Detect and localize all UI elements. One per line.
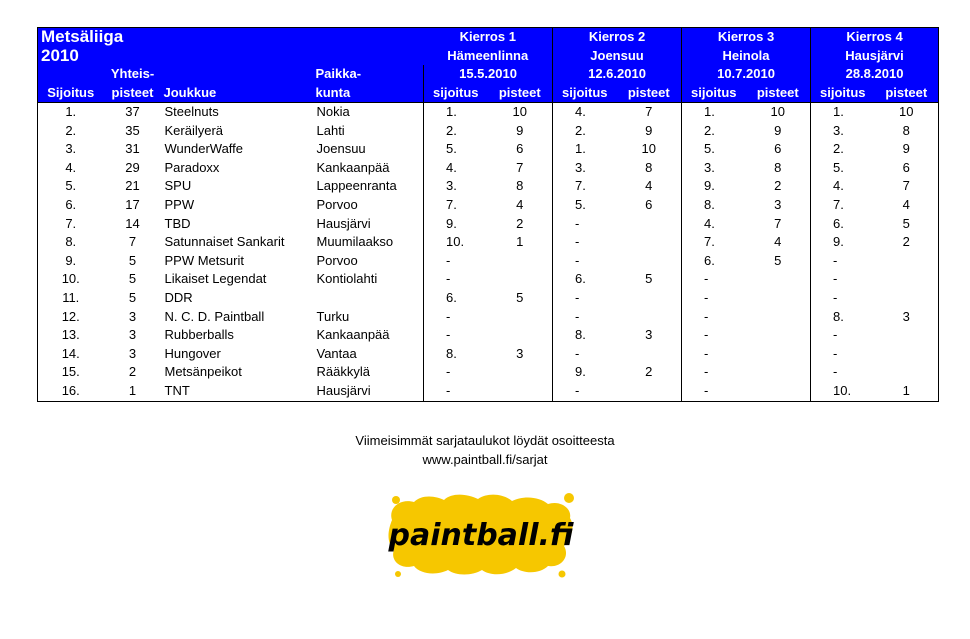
total-points-cell: 14 xyxy=(125,215,140,231)
header-row-locations xyxy=(38,47,939,66)
round-3-place-cell: - xyxy=(704,382,709,398)
team-cell: Paradoxx xyxy=(164,159,220,175)
table-row xyxy=(38,326,939,345)
round-3-place-cell: 2. xyxy=(704,122,715,138)
round-3-points-cell: 4 xyxy=(746,233,811,252)
round-1-place-cell: 9. xyxy=(446,215,457,231)
round-3-points-header: pisteet xyxy=(746,84,811,103)
round-2-name: Kierros 2 xyxy=(553,28,682,47)
place-cell: 1. xyxy=(65,104,77,119)
round-1-points-cell xyxy=(488,308,553,327)
round-3-place-cell: - xyxy=(704,271,709,287)
standings-table xyxy=(37,27,939,402)
table-row xyxy=(38,233,939,252)
round-1-points-cell: 7 xyxy=(488,159,553,178)
round-1-points-cell xyxy=(488,382,553,401)
round-1-place-cell: - xyxy=(446,364,451,380)
table-row xyxy=(38,215,939,234)
round-2-place-cell: 5. xyxy=(575,196,586,212)
round-4-points-cell xyxy=(875,363,939,382)
round-3-place-cell: - xyxy=(704,327,709,343)
place-cell: 10. xyxy=(61,271,80,287)
round-3-place-cell: 6. xyxy=(704,252,715,268)
place-cell: 13. xyxy=(61,327,80,343)
paint-drop-3 xyxy=(395,571,401,577)
table-row xyxy=(38,382,939,401)
round-1-points-cell: 2 xyxy=(488,215,553,234)
team-cell: Keräilyerä xyxy=(164,122,224,138)
round-4-points-cell: 6 xyxy=(902,159,910,175)
total-points-cell: 3 xyxy=(128,327,137,343)
table-row xyxy=(38,177,939,196)
round-2-place-cell: - xyxy=(575,234,580,250)
round-4-place-cell: 9. xyxy=(833,234,844,250)
round-3-points-cell xyxy=(746,345,811,364)
round-2-points-cell: 7 xyxy=(617,103,682,122)
round-4-place-cell: 1. xyxy=(833,104,844,119)
place-cell: 12. xyxy=(61,308,80,324)
city-cell: Rääkkylä xyxy=(314,363,424,382)
round-4-place-cell: 5. xyxy=(833,159,844,175)
round-3-place-cell: 9. xyxy=(704,178,715,194)
round-4-place-cell: 10. xyxy=(833,382,852,398)
round-1-points-cell: 8 xyxy=(488,177,553,196)
round-4-place-cell: 7. xyxy=(833,196,844,212)
round-3-points-cell: 7 xyxy=(746,215,811,234)
round-2-points-cell xyxy=(617,345,682,364)
round-1-date: 15.5.2010 xyxy=(424,65,553,84)
round-2-points-cell: 5 xyxy=(617,270,682,289)
round-1-points-cell xyxy=(488,252,553,271)
round-3-place-cell: 8. xyxy=(704,196,715,212)
header-row-columns xyxy=(38,84,939,103)
league-year: 2010 xyxy=(41,46,79,65)
round-2-points-cell xyxy=(617,289,682,308)
round-2-points-cell xyxy=(617,215,682,234)
round-1-points-cell: 6 xyxy=(488,140,553,159)
round-2-place-cell: - xyxy=(575,382,580,398)
place-cell: 3. xyxy=(65,141,77,157)
round-4-place-cell: - xyxy=(833,327,838,343)
logo-text: paintball.fi xyxy=(388,518,574,553)
round-3-place-cell: - xyxy=(704,364,709,380)
round-2-points-header: pisteet xyxy=(617,84,682,103)
round-1-place-cell: - xyxy=(446,271,451,287)
city-cell xyxy=(314,289,424,308)
city-cell: Joensuu xyxy=(314,140,424,159)
table-row xyxy=(38,308,939,327)
round-2-points-cell xyxy=(617,252,682,271)
table-row xyxy=(38,140,939,159)
team-cell: N. C. D. Paintball xyxy=(164,308,265,324)
team-cell: Steelnuts xyxy=(164,104,219,119)
round-1-place-cell: 2. xyxy=(446,122,457,138)
round-1-points-cell xyxy=(488,326,553,345)
city-cell: Muumilaakso xyxy=(314,233,424,252)
place-cell: 8. xyxy=(65,234,77,250)
round-1-place-cell: 5. xyxy=(446,141,457,157)
round-1-place-cell: 8. xyxy=(446,345,457,361)
round-4-place-cell: 8. xyxy=(833,308,844,324)
round-3-points-cell: 8 xyxy=(746,159,811,178)
table-row xyxy=(38,159,939,178)
round-4-place-cell: - xyxy=(833,364,838,380)
round-4-points-cell: 8 xyxy=(902,122,910,138)
round-3-place-cell: - xyxy=(704,289,709,305)
round-3-date: 10.7.2010 xyxy=(682,65,811,84)
round-1-name: Kierros 1 xyxy=(424,28,553,47)
round-1-place-cell: 10. xyxy=(446,234,465,250)
round-3-points-cell: 10 xyxy=(746,103,811,122)
round-2-points-cell xyxy=(617,382,682,401)
place-cell: 11. xyxy=(62,289,80,305)
round-4-points-cell: 9 xyxy=(902,141,910,157)
footer-note: Viimeisimmät sarjataulukot löydät osoitteesta xyxy=(355,433,615,448)
team-cell: TNT xyxy=(164,382,190,398)
round-3-place-cell: 1. xyxy=(704,104,715,119)
city-cell: Lappeenranta xyxy=(314,177,424,196)
round-2-place-cell: - xyxy=(575,308,580,324)
round-4-points-cell: 4 xyxy=(902,196,910,212)
table-row xyxy=(38,345,939,364)
total-points-cell: 5 xyxy=(128,289,137,305)
paint-drop-4 xyxy=(559,571,566,578)
round-1-location: Hämeenlinna xyxy=(424,47,553,66)
total-points-cell: 37 xyxy=(125,104,140,119)
round-2-points-cell xyxy=(617,308,682,327)
table-row xyxy=(38,252,939,271)
round-4-points-cell: 1 xyxy=(902,382,910,398)
total-points-cell: 17 xyxy=(125,196,140,212)
header-row-round-names xyxy=(38,28,939,47)
total-points-cell: 5 xyxy=(128,252,137,268)
round-2-place-cell: 9. xyxy=(575,364,586,380)
place-header: Sijoitus xyxy=(38,84,104,103)
round-2-points-cell: 8 xyxy=(617,159,682,178)
round-3-points-cell xyxy=(746,382,811,401)
city-cell: Porvoo xyxy=(314,252,424,271)
round-1-place-cell: 7. xyxy=(446,196,457,212)
round-1-points-cell: 5 xyxy=(488,289,553,308)
round-4-points-cell xyxy=(875,345,939,364)
table-row xyxy=(38,363,939,382)
paint-drop-1 xyxy=(392,496,400,504)
total-points-header: pisteet xyxy=(104,84,162,103)
round-2-place-cell: 7. xyxy=(575,178,586,194)
place-cell: 7. xyxy=(65,215,77,231)
place-cell: 4. xyxy=(65,159,77,175)
round-2-place-cell: 2. xyxy=(575,122,586,138)
total-points-cell: 2 xyxy=(128,364,137,380)
round-2-place-cell: - xyxy=(575,289,580,305)
round-2-place-cell: - xyxy=(575,215,580,231)
table-row xyxy=(38,196,939,215)
city-cell: Turku xyxy=(314,308,424,327)
round-2-location: Joensuu xyxy=(553,47,682,66)
round-3-points-cell xyxy=(746,308,811,327)
round-1-points-cell: 3 xyxy=(488,345,553,364)
round-3-points-cell: 9 xyxy=(746,122,811,141)
round-2-place-cell: 4. xyxy=(575,104,586,119)
round-2-place-cell: - xyxy=(575,252,580,268)
city-cell: Nokia xyxy=(314,103,424,122)
round-3-points-cell xyxy=(746,270,811,289)
total-points-cell: 35 xyxy=(125,122,140,138)
round-4-points-cell xyxy=(875,252,939,271)
round-2-place-cell: 6. xyxy=(575,271,586,287)
round-4-place-header: sijoitus xyxy=(811,84,875,103)
round-3-name: Kierros 3 xyxy=(682,28,811,47)
round-3-place-cell: 3. xyxy=(704,159,715,175)
place-cell: 14. xyxy=(61,345,80,361)
round-4-points-cell: 5 xyxy=(902,215,910,231)
team-cell: Satunnaiset Sankarit xyxy=(164,234,285,250)
total-points-cell: 5 xyxy=(128,271,137,287)
city-cell: Hausjärvi xyxy=(314,215,424,234)
place-cell: 15. xyxy=(61,364,80,380)
place-cell: 6. xyxy=(65,196,77,212)
round-2-points-cell: 6 xyxy=(617,196,682,215)
round-4-place-cell: 4. xyxy=(833,178,844,194)
total-points-cell: 1 xyxy=(128,382,137,398)
round-1-place-cell: - xyxy=(446,308,451,324)
round-4-date: 28.8.2010 xyxy=(845,66,904,81)
place-cell: 2. xyxy=(65,122,77,138)
total-points-cell: 3 xyxy=(128,345,137,361)
round-4-points-cell: 10 xyxy=(899,104,914,119)
round-3-place-header: sijoitus xyxy=(682,84,746,103)
round-3-points-cell: 3 xyxy=(746,196,811,215)
table-row xyxy=(38,270,939,289)
team-cell: PPW Metsurit xyxy=(164,252,244,268)
total-points-cell: 31 xyxy=(125,141,140,157)
total-points-cell: 21 xyxy=(125,178,140,194)
city-cell: Kankaanpää xyxy=(314,159,424,178)
round-3-place-cell: - xyxy=(704,345,709,361)
round-4-place-cell: 2. xyxy=(833,141,844,157)
city-header: kunta xyxy=(314,84,424,103)
round-4-place-cell: - xyxy=(833,271,838,287)
round-1-place-header: sijoitus xyxy=(424,84,488,103)
round-2-place-cell: 1. xyxy=(575,141,586,157)
team-cell: PPW xyxy=(164,196,195,212)
league-title: Metsäliiga xyxy=(41,27,124,46)
round-3-points-cell: 5 xyxy=(746,252,811,271)
round-2-place-cell: - xyxy=(575,345,580,361)
round-2-date: 12.6.2010 xyxy=(553,65,682,84)
table-row xyxy=(38,103,939,122)
table-row xyxy=(38,122,939,141)
team-cell: DDR xyxy=(164,289,193,305)
paint-drop-2 xyxy=(564,493,574,503)
round-3-place-cell: - xyxy=(704,308,709,324)
round-4-place-cell: 3. xyxy=(833,122,844,138)
round-1-points-cell: 10 xyxy=(488,103,553,122)
round-1-place-cell: - xyxy=(446,252,451,268)
round-1-place-cell: 4. xyxy=(446,159,457,175)
place-cell: 5. xyxy=(65,178,77,194)
round-1-points-cell: 9 xyxy=(488,122,553,141)
round-2-place-cell: 8. xyxy=(575,327,586,343)
round-2-place-cell: 3. xyxy=(575,159,586,175)
round-1-points-cell xyxy=(488,270,553,289)
round-4-points-cell: 2 xyxy=(902,234,910,250)
round-4-place-cell: - xyxy=(833,345,838,361)
team-cell: Metsänpeikot xyxy=(164,364,242,380)
round-4-points-header: pisteet xyxy=(875,84,939,103)
header-row-dates xyxy=(38,65,939,84)
round-4-points-cell xyxy=(875,289,939,308)
city-cell: Lahti xyxy=(314,122,424,141)
paintball-logo xyxy=(386,490,576,578)
round-3-points-cell xyxy=(746,289,811,308)
round-4-points-cell: 7 xyxy=(902,178,910,194)
round-2-points-cell: 2 xyxy=(617,363,682,382)
round-3-points-cell xyxy=(746,363,811,382)
round-3-points-cell xyxy=(746,326,811,345)
round-1-points-cell xyxy=(488,363,553,382)
team-cell: Rubberballs xyxy=(164,327,234,343)
city-cell: Kontiolahti xyxy=(314,270,424,289)
team-cell: Hungover xyxy=(164,345,221,361)
city-cell: Kankaanpää xyxy=(314,326,424,345)
round-4-place-cell: 6. xyxy=(833,215,844,231)
round-1-place-cell: 1. xyxy=(446,104,457,119)
round-4-points-cell xyxy=(875,270,939,289)
round-4-place-cell: - xyxy=(833,289,838,305)
round-3-place-cell: 4. xyxy=(704,215,715,231)
round-4-location: Hausjärvi xyxy=(845,47,904,63)
team-cell: SPU xyxy=(164,178,192,194)
standings-body xyxy=(38,103,939,402)
table-row xyxy=(38,289,939,308)
team-cell: TBD xyxy=(164,215,191,231)
round-3-place-cell: 7. xyxy=(704,234,715,250)
city-header-top: Paikka- xyxy=(314,65,424,84)
round-3-place-cell: 5. xyxy=(704,141,715,157)
round-4-points-cell xyxy=(875,326,939,345)
city-cell: Porvoo xyxy=(314,196,424,215)
round-1-place-cell: 3. xyxy=(446,178,457,194)
footer-url: www.paintball.fi/sarjat xyxy=(422,452,548,467)
team-cell: Likaiset Legendat xyxy=(164,271,267,287)
round-1-place-cell: - xyxy=(446,382,451,398)
round-3-location: Heinola xyxy=(682,47,811,66)
total-points-cell: 29 xyxy=(125,159,140,175)
place-cell: 16. xyxy=(61,382,80,398)
total-points-cell: 3 xyxy=(128,308,137,324)
round-1-place-cell: - xyxy=(446,327,451,343)
round-1-place-cell: 6. xyxy=(446,289,457,305)
round-1-points-header: pisteet xyxy=(488,84,553,103)
round-3-points-cell: 2 xyxy=(746,177,811,196)
place-cell: 9. xyxy=(65,252,77,268)
round-2-points-cell: 10 xyxy=(617,140,682,159)
team-cell: WunderWaffe xyxy=(164,141,244,157)
total-points-header-top: Yhteis- xyxy=(110,66,155,81)
round-2-points-cell xyxy=(617,233,682,252)
city-cell: Vantaa xyxy=(314,345,424,364)
total-points-cell: 7 xyxy=(128,234,137,250)
round-3-points-cell: 6 xyxy=(746,140,811,159)
round-4-place-cell: - xyxy=(833,252,838,268)
round-2-points-cell: 3 xyxy=(617,326,682,345)
round-4-name: Kierros 4 xyxy=(846,29,903,44)
round-2-place-header: sijoitus xyxy=(553,84,617,103)
round-4-points-cell: 3 xyxy=(902,308,910,324)
city-cell: Hausjärvi xyxy=(314,382,424,401)
round-2-points-cell: 4 xyxy=(617,177,682,196)
round-2-points-cell: 9 xyxy=(617,122,682,141)
round-1-points-cell: 1 xyxy=(488,233,553,252)
round-1-points-cell: 4 xyxy=(488,196,553,215)
team-header: Joukkue xyxy=(162,84,314,103)
